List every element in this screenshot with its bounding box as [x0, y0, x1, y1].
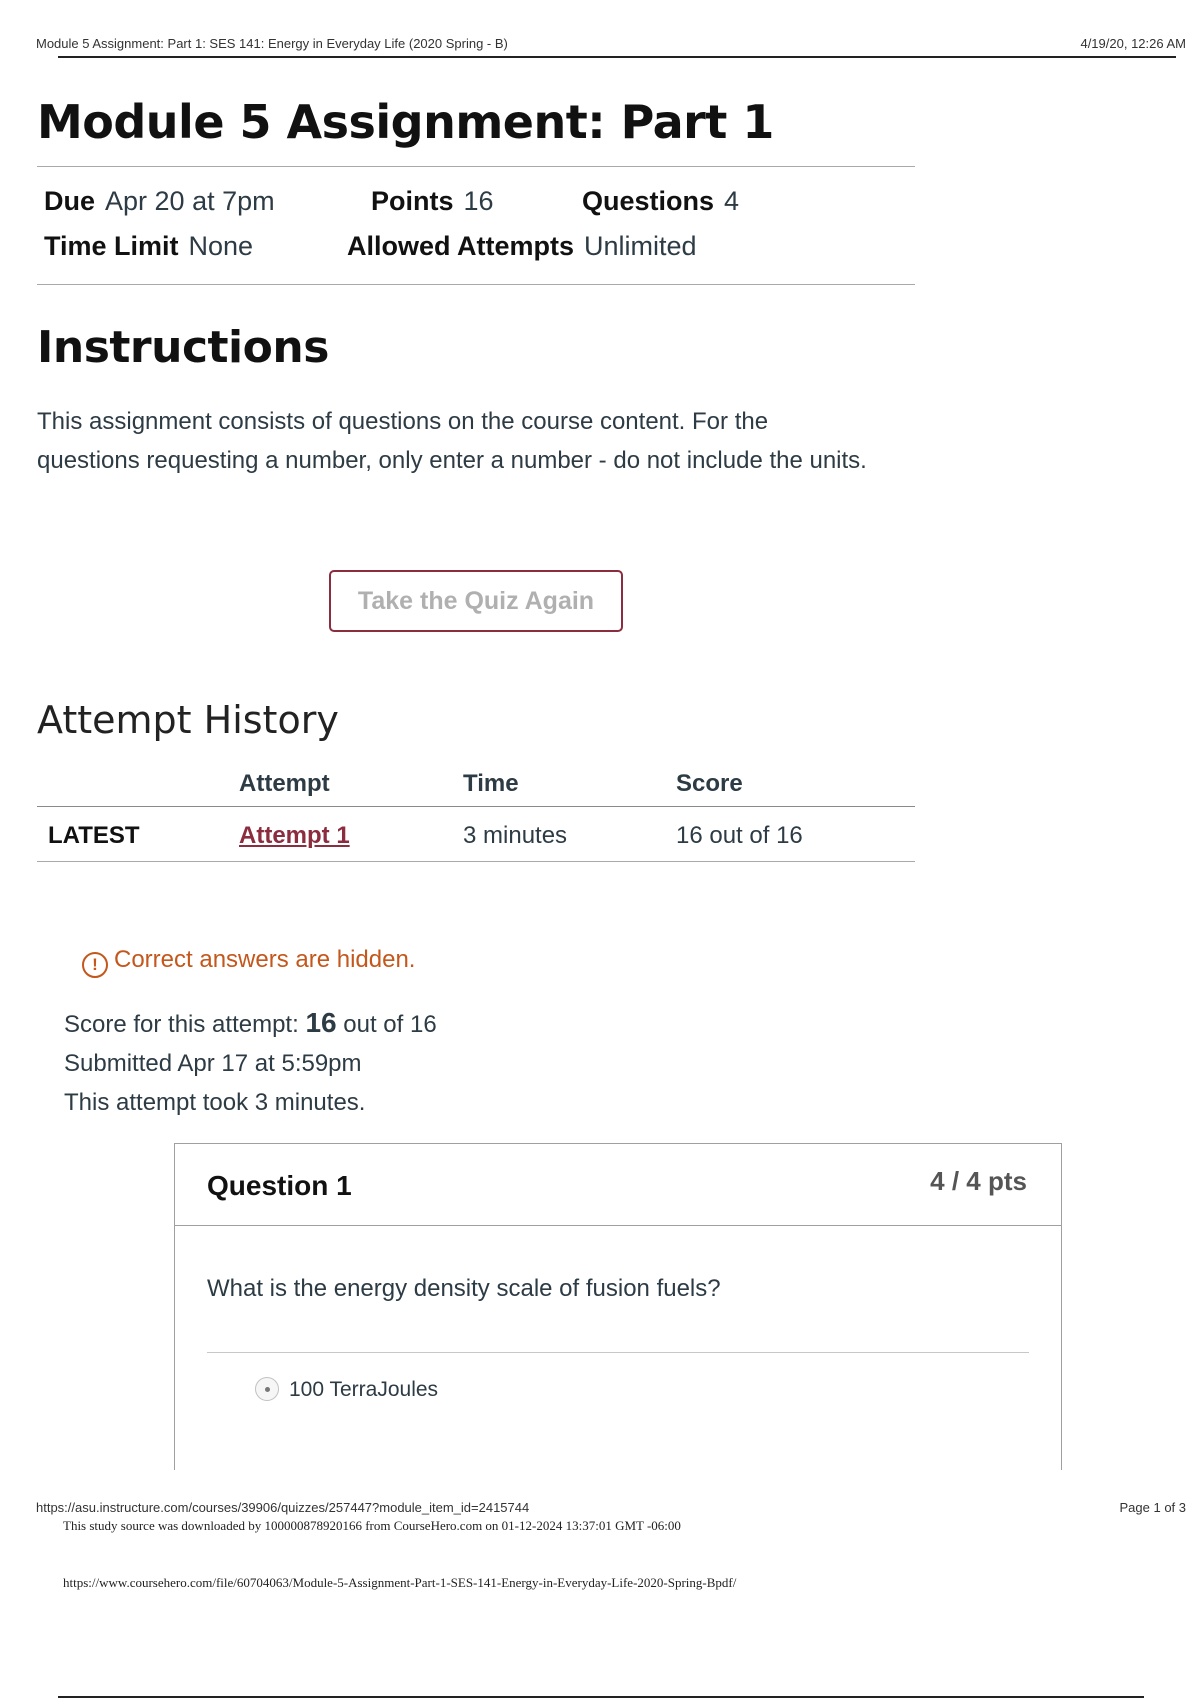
answer-text: 100 TerraJoules [289, 1378, 439, 1401]
print-footer [36, 1500, 1186, 1515]
question-divider [207, 1352, 1029, 1353]
meta-divider [37, 284, 915, 285]
question-points: 4 / 4 pts [930, 1166, 1027, 1196]
radio-selected-icon [255, 1377, 279, 1401]
meta-due [44, 186, 275, 217]
column-header-attempt: Attempt [239, 770, 330, 797]
column-header-time: Time [463, 770, 519, 797]
print-header [36, 36, 1186, 58]
coursehero-download-note: This study source was downloaded by 100000878920166 from CourseHero.com on 01-12-2024 13:37:01 GMT -06:00 [63, 1518, 681, 1533]
instructions-text: This assignment consists of questions on the course content. For the questions requesting a number, only enter a number - do not include the units. [37, 408, 867, 474]
print-header-timestamp: 4/19/20, 12:26 AM [1080, 36, 1186, 51]
meta-due-value: Apr 20 at 7pm [105, 186, 275, 216]
question-header [175, 1144, 1061, 1226]
print-footer-page: Page 1 of 3 [1119, 1500, 1186, 1515]
score-value: 16 [305, 1007, 337, 1038]
column-header-score: Score [676, 770, 743, 797]
meta-questions-label: Questions [582, 186, 715, 216]
attempt-table-bottom-divider [37, 861, 915, 862]
page-title: Module 5 Assignment: Part 1 [37, 95, 774, 149]
attempt-time: 3 minutes [463, 822, 568, 849]
attempt-table-header-divider [37, 806, 915, 807]
meta-time-limit-value: None [188, 231, 254, 261]
meta-points-value: 16 [463, 186, 494, 216]
question-text: What is the energy density scale of fusion fuels? [207, 1275, 721, 1302]
meta-allowed-attempts [347, 231, 697, 262]
instructions-heading: Instructions [37, 322, 329, 373]
meta-due-label: Due [44, 186, 96, 216]
meta-questions-value: 4 [724, 186, 740, 216]
score-suffix: out of 16 [343, 1011, 437, 1038]
attempt-history-heading: Attempt History [37, 698, 339, 742]
meta-attempts-value: Unlimited [584, 231, 697, 261]
answer-option [255, 1377, 438, 1402]
warning-text: Correct answers are hidden. [114, 946, 416, 973]
print-header-title: Module 5 Assignment: Part 1: SES 141: Energy in Everyday Life (2020 Spring - B) [36, 36, 508, 51]
meta-questions [582, 186, 739, 217]
take-quiz-again-button[interactable]: Take the Quiz Again [329, 570, 623, 632]
page-bottom-divider [58, 1696, 1144, 1698]
latest-tag: LATEST [48, 822, 140, 849]
print-footer-url: https://asu.instructure.com/courses/39906/quizzes/257447?module_item_id=2415744 [36, 1500, 530, 1515]
attempt-1-link[interactable]: Attempt 1 [239, 822, 350, 849]
coursehero-url: https://www.coursehero.com/file/60704063/Module-5-Assignment-Part-1-SES-141-Energy-in-Everyday-Life-2020-Spring-Bpdf/ [63, 1575, 737, 1590]
meta-time-limit [44, 231, 253, 262]
submitted-line: Submitted Apr 17 at 5:59pm [64, 1050, 362, 1077]
duration-line: This attempt took 3 minutes. [64, 1089, 366, 1116]
meta-points [371, 186, 494, 217]
title-divider [37, 166, 915, 167]
score-prefix: Score for this attempt: [64, 1011, 299, 1038]
attempt-score-line [64, 1007, 437, 1039]
meta-time-limit-label: Time Limit [44, 231, 179, 261]
correct-answers-hidden-notice [82, 946, 415, 978]
attempt-score: 16 out of 16 [676, 822, 803, 849]
question-title: Question 1 [207, 1170, 352, 1201]
exclamation-circle-icon: ! [82, 952, 108, 978]
print-header-divider [58, 56, 1176, 58]
meta-attempts-label: Allowed Attempts [347, 231, 575, 261]
meta-points-label: Points [371, 186, 454, 216]
question-card [174, 1143, 1062, 1470]
